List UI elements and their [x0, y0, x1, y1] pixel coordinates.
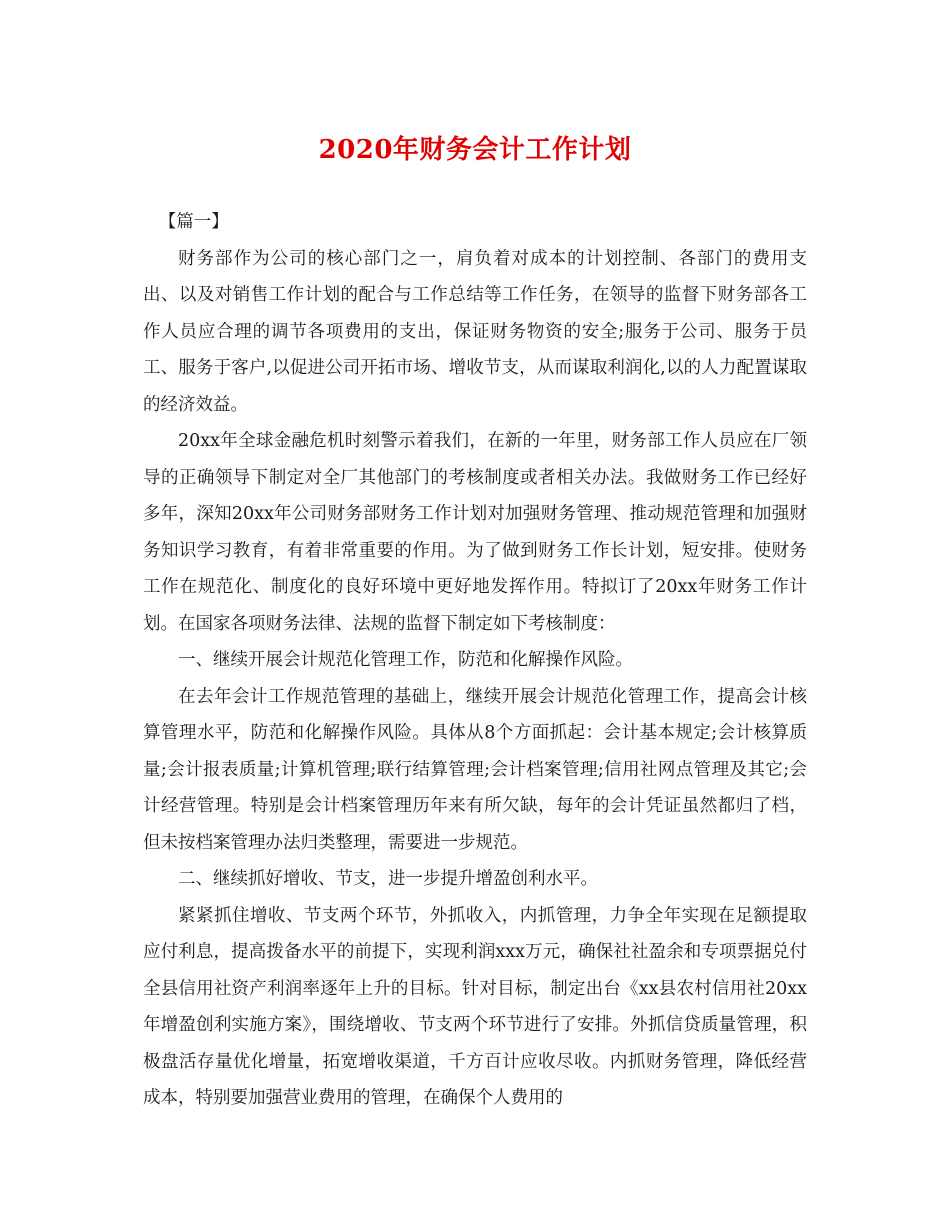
paragraph-item-one: 在去年会计工作规范管理的基础上，继续开展会计规范化管理工作，提高会计核算管理水平，防范和化解操作风险。具体从8个方面抓起：会计基本规定;会计核算质量;会计报表质量;计算机管理;联行结算管理;会计档案管理;信用社网点管理及其它;会计经营管理。特别是会计档案管理历年来有所欠缺，每年的会计凭证虽然都归了档，但未按档案管理办法归类整理，需要进一步规范。 [143, 686, 807, 853]
document-title: 2020年财务会计工作计划 [318, 135, 632, 165]
heading-item-one: 一、继续开展会计规范化管理工作，防范和化解操作风险。 [178, 650, 633, 670]
section-label: 【篇一】 [158, 212, 229, 232]
document-body [143, 204, 807, 1117]
paragraph-intro: 财务部作为公司的核心部门之一，肩负着对成本的计划控制、各部门的费用支出、以及对销售工作计划的配合与工作总结等工作任务，在领导的监督下财务部各工作人员应合理的调节各项费用的支出，保证财务物资的安全;服务于公司、服务于员工、服务于客户,以促进公司开拓市场、增收节支，从而谋取利润化,以的人力配置谋取的经济效益。 [143, 248, 807, 415]
paragraph-item-two: 紧紧抓住增收、节支两个环节，外抓收入，内抓管理，力争全年实现在足额提取应付利息，提高拨备水平的前提下，实现利润xxx万元，确保社社盈余和专项票据兑付全县信用社资产利润率逐年上升的目标。针对目标，制定出台《xx县农村信用社20xx年增盈创利实施方案》，围绕增收、节支两个环节进行了安排。外抓信贷质量管理，积极盘活存量优化增量，拓宽增收渠道，千方百计应收尽收。内抓财务管理，降低经营成本，特别要加强营业费用的管理，在确保个人费用的 [143, 905, 807, 1108]
heading-item-two: 二、继续抓好增收、节支，进一步提升增盈创利水平。 [178, 869, 598, 889]
paragraph-plan-background: 20xx年全球金融危机时刻警示着我们，在新的一年里，财务部工作人员应在厂领导的正确领导下制定对全厂其他部门的考核制度或者相关办法。我做财务工作已经好多年，深知20xx年公司财务部财务工作计划对加强财务管理、推动规范管理和加强财务知识学习教育，有着非常重要的作用。为了做到财务工作长计划，短安排。使财务工作在规范化、制度化的良好环境中更好地发挥作用。特拟订了20xx年财务工作计划。在国家各项财务法律、法规的监督下制定如下考核制度： [143, 431, 807, 634]
